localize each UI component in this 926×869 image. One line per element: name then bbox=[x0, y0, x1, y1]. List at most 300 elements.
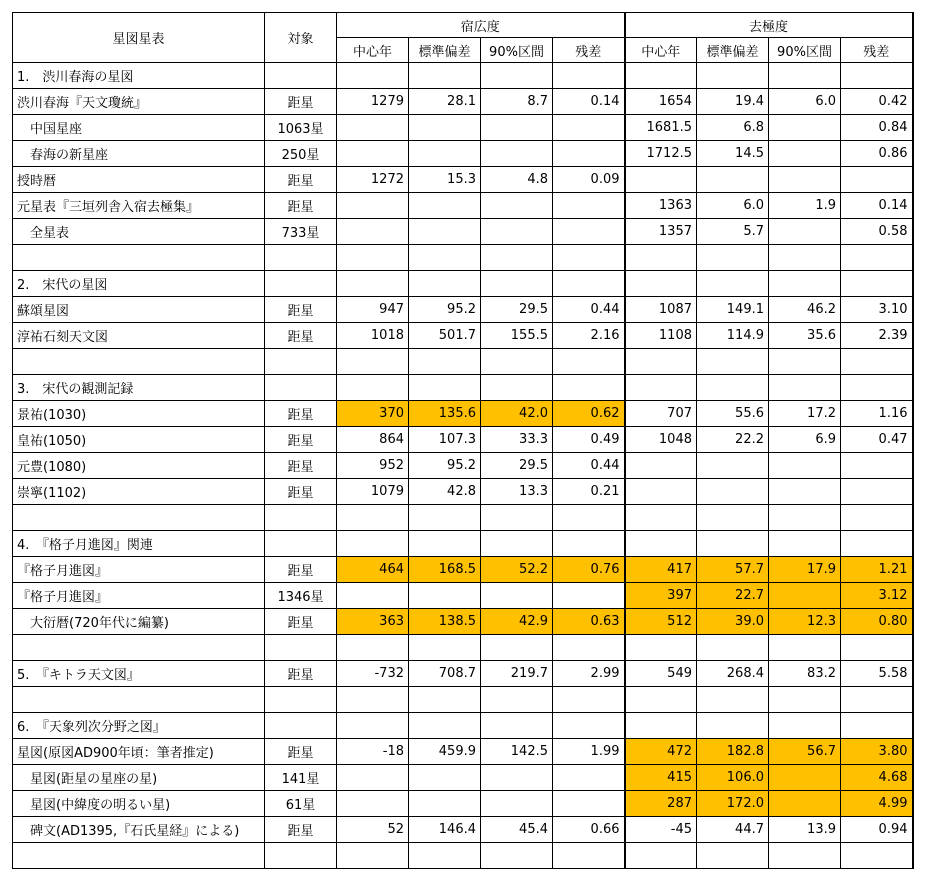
value-cell: 6.9 bbox=[769, 427, 841, 453]
table-row bbox=[13, 271, 913, 297]
row-label bbox=[13, 635, 265, 661]
row-label: 1. 渋川春海の星図 bbox=[13, 63, 265, 89]
table-row bbox=[13, 505, 913, 531]
row-target: 距星 bbox=[265, 193, 337, 219]
value-cell bbox=[625, 479, 697, 505]
row-label: 6. 『天象列次分野之図』 bbox=[13, 713, 265, 739]
value-cell: 0.47 bbox=[841, 427, 913, 453]
row-label: 授時暦 bbox=[13, 167, 265, 193]
value-cell: 155.5 bbox=[481, 323, 553, 349]
value-cell bbox=[409, 63, 481, 89]
row-target: 141星 bbox=[265, 765, 337, 791]
row-label: 星図(原図AD900年頃：筆者推定) bbox=[13, 739, 265, 765]
value-cell: 0.84 bbox=[841, 115, 913, 141]
value-cell: 17.2 bbox=[769, 401, 841, 427]
row-target bbox=[265, 843, 337, 869]
star-catalog-table bbox=[12, 12, 914, 869]
value-cell: 52.2 bbox=[481, 557, 553, 583]
value-cell: 370 bbox=[337, 401, 409, 427]
value-cell bbox=[409, 349, 481, 375]
value-cell: 42.0 bbox=[481, 401, 553, 427]
value-cell: 149.1 bbox=[697, 297, 769, 323]
value-cell bbox=[409, 375, 481, 401]
row-label bbox=[13, 687, 265, 713]
value-cell: 0.76 bbox=[553, 557, 625, 583]
value-cell bbox=[553, 375, 625, 401]
row-target: 61星 bbox=[265, 791, 337, 817]
row-label: 4. 『格子月進図』関連 bbox=[13, 531, 265, 557]
value-cell: 864 bbox=[337, 427, 409, 453]
value-cell bbox=[697, 349, 769, 375]
value-cell bbox=[409, 141, 481, 167]
value-cell bbox=[409, 505, 481, 531]
value-cell bbox=[337, 765, 409, 791]
value-cell bbox=[481, 271, 553, 297]
table-row bbox=[13, 739, 913, 765]
value-cell bbox=[409, 115, 481, 141]
value-cell: 55.6 bbox=[697, 401, 769, 427]
value-cell bbox=[481, 765, 553, 791]
value-cell: 1.99 bbox=[553, 739, 625, 765]
value-cell bbox=[841, 713, 913, 739]
row-label: 渋川春海『天文瓊統』 bbox=[13, 89, 265, 115]
value-cell bbox=[409, 791, 481, 817]
row-label bbox=[13, 843, 265, 869]
value-cell bbox=[841, 167, 913, 193]
value-cell bbox=[625, 713, 697, 739]
value-cell bbox=[337, 687, 409, 713]
value-cell bbox=[409, 687, 481, 713]
row-label: 景祐(1030) bbox=[13, 401, 265, 427]
value-cell: 464 bbox=[337, 557, 409, 583]
value-cell bbox=[769, 505, 841, 531]
value-cell bbox=[337, 141, 409, 167]
value-cell bbox=[481, 219, 553, 245]
value-cell: 2.16 bbox=[553, 323, 625, 349]
row-label bbox=[13, 505, 265, 531]
table-row bbox=[13, 167, 913, 193]
table-row bbox=[13, 661, 913, 687]
value-cell: 8.7 bbox=[481, 89, 553, 115]
value-cell bbox=[553, 531, 625, 557]
value-cell: 142.5 bbox=[481, 739, 553, 765]
value-cell bbox=[841, 479, 913, 505]
value-cell: 29.5 bbox=[481, 453, 553, 479]
row-target: 距星 bbox=[265, 453, 337, 479]
table-row bbox=[13, 479, 913, 505]
value-cell bbox=[697, 167, 769, 193]
value-cell: 13.3 bbox=[481, 479, 553, 505]
value-cell bbox=[769, 63, 841, 89]
row-label bbox=[13, 245, 265, 271]
table-body bbox=[13, 63, 913, 869]
value-cell bbox=[409, 713, 481, 739]
row-target: 距星 bbox=[265, 427, 337, 453]
value-cell: 13.9 bbox=[769, 817, 841, 843]
value-cell: -732 bbox=[337, 661, 409, 687]
row-label: 5. 『キトラ天文図』 bbox=[13, 661, 265, 687]
value-cell bbox=[841, 245, 913, 271]
value-cell bbox=[553, 635, 625, 661]
subheader-cell: 中心年 bbox=[337, 38, 409, 63]
row-label: 蘇頌星図 bbox=[13, 297, 265, 323]
value-cell: 33.3 bbox=[481, 427, 553, 453]
row-target: 距星 bbox=[265, 817, 337, 843]
value-cell bbox=[337, 219, 409, 245]
row-target bbox=[265, 713, 337, 739]
value-cell: 0.14 bbox=[553, 89, 625, 115]
value-cell: 14.5 bbox=[697, 141, 769, 167]
header-row-1 bbox=[13, 13, 913, 38]
value-cell: 5.7 bbox=[697, 219, 769, 245]
value-cell: 1654 bbox=[625, 89, 697, 115]
value-cell bbox=[409, 635, 481, 661]
subheader-cell: 残差 bbox=[553, 38, 625, 63]
value-cell: 95.2 bbox=[409, 297, 481, 323]
row-label: 碑文(AD1395,『石氏星経』による) bbox=[13, 817, 265, 843]
value-cell bbox=[337, 349, 409, 375]
header-target: 対象 bbox=[265, 13, 337, 63]
value-cell bbox=[481, 375, 553, 401]
row-target: 距星 bbox=[265, 609, 337, 635]
table-row bbox=[13, 609, 913, 635]
value-cell bbox=[337, 245, 409, 271]
row-target: 距星 bbox=[265, 479, 337, 505]
value-cell bbox=[481, 245, 553, 271]
value-cell: 947 bbox=[337, 297, 409, 323]
value-cell bbox=[697, 63, 769, 89]
value-cell: 287 bbox=[625, 791, 697, 817]
value-cell: 1272 bbox=[337, 167, 409, 193]
value-cell bbox=[769, 245, 841, 271]
value-cell bbox=[769, 687, 841, 713]
value-cell bbox=[841, 453, 913, 479]
row-target bbox=[265, 245, 337, 271]
value-cell: 0.66 bbox=[553, 817, 625, 843]
value-cell: 0.86 bbox=[841, 141, 913, 167]
value-cell bbox=[337, 115, 409, 141]
table-row bbox=[13, 635, 913, 661]
value-cell bbox=[553, 141, 625, 167]
value-cell bbox=[625, 375, 697, 401]
table-row bbox=[13, 89, 913, 115]
value-cell bbox=[841, 635, 913, 661]
value-cell: 28.1 bbox=[409, 89, 481, 115]
value-cell bbox=[553, 271, 625, 297]
value-cell bbox=[409, 219, 481, 245]
value-cell bbox=[481, 505, 553, 531]
table-row bbox=[13, 687, 913, 713]
table-row bbox=[13, 323, 913, 349]
row-label: 2. 宋代の星図 bbox=[13, 271, 265, 297]
value-cell: 106.0 bbox=[697, 765, 769, 791]
value-cell bbox=[625, 167, 697, 193]
value-cell: 19.4 bbox=[697, 89, 769, 115]
value-cell: 39.0 bbox=[697, 609, 769, 635]
subheader-cell: 90%区間 bbox=[769, 38, 841, 63]
row-target: 距星 bbox=[265, 323, 337, 349]
table-row bbox=[13, 557, 913, 583]
value-cell: 6.8 bbox=[697, 115, 769, 141]
row-label: 元豊(1080) bbox=[13, 453, 265, 479]
value-cell bbox=[409, 843, 481, 869]
value-cell bbox=[481, 635, 553, 661]
value-cell bbox=[409, 271, 481, 297]
value-cell: 0.49 bbox=[553, 427, 625, 453]
value-cell: 1048 bbox=[625, 427, 697, 453]
value-cell bbox=[337, 271, 409, 297]
value-cell bbox=[481, 193, 553, 219]
row-target: 距星 bbox=[265, 661, 337, 687]
value-cell: 45.4 bbox=[481, 817, 553, 843]
value-cell: 5.58 bbox=[841, 661, 913, 687]
header-group-lodging-degree: 宿広度 bbox=[337, 13, 625, 38]
table-row bbox=[13, 453, 913, 479]
value-cell bbox=[337, 635, 409, 661]
value-cell bbox=[481, 713, 553, 739]
value-cell: 114.9 bbox=[697, 323, 769, 349]
value-cell bbox=[769, 765, 841, 791]
value-cell bbox=[481, 687, 553, 713]
value-cell bbox=[481, 115, 553, 141]
value-cell bbox=[481, 583, 553, 609]
value-cell: 172.0 bbox=[697, 791, 769, 817]
value-cell: 1.9 bbox=[769, 193, 841, 219]
value-cell: 4.99 bbox=[841, 791, 913, 817]
value-cell: 1357 bbox=[625, 219, 697, 245]
value-cell: 46.2 bbox=[769, 297, 841, 323]
value-cell bbox=[553, 713, 625, 739]
value-cell bbox=[841, 375, 913, 401]
value-cell bbox=[625, 635, 697, 661]
row-label: 皇祐(1050) bbox=[13, 427, 265, 453]
value-cell: 3.10 bbox=[841, 297, 913, 323]
value-cell bbox=[769, 583, 841, 609]
value-cell bbox=[409, 765, 481, 791]
value-cell: 15.3 bbox=[409, 167, 481, 193]
row-target bbox=[265, 349, 337, 375]
value-cell bbox=[553, 115, 625, 141]
value-cell bbox=[409, 193, 481, 219]
value-cell: 1.16 bbox=[841, 401, 913, 427]
value-cell bbox=[553, 843, 625, 869]
value-cell: 3.12 bbox=[841, 583, 913, 609]
value-cell: 0.58 bbox=[841, 219, 913, 245]
value-cell: 415 bbox=[625, 765, 697, 791]
value-cell bbox=[625, 349, 697, 375]
value-cell: 472 bbox=[625, 739, 697, 765]
row-target bbox=[265, 531, 337, 557]
subheader-cell: 残差 bbox=[841, 38, 913, 63]
value-cell: 219.7 bbox=[481, 661, 553, 687]
value-cell bbox=[769, 349, 841, 375]
value-cell bbox=[553, 193, 625, 219]
value-cell bbox=[553, 349, 625, 375]
value-cell bbox=[481, 791, 553, 817]
row-target: 距星 bbox=[265, 739, 337, 765]
value-cell: 146.4 bbox=[409, 817, 481, 843]
value-cell: 17.9 bbox=[769, 557, 841, 583]
value-cell bbox=[697, 843, 769, 869]
value-cell bbox=[841, 271, 913, 297]
row-label: 春海の新星座 bbox=[13, 141, 265, 167]
value-cell: 1108 bbox=[625, 323, 697, 349]
subheader-cell: 標準偏差 bbox=[697, 38, 769, 63]
value-cell bbox=[481, 843, 553, 869]
value-cell bbox=[697, 375, 769, 401]
value-cell: -45 bbox=[625, 817, 697, 843]
value-cell: 0.44 bbox=[553, 297, 625, 323]
table-row bbox=[13, 115, 913, 141]
row-target: 距星 bbox=[265, 89, 337, 115]
table-row bbox=[13, 791, 913, 817]
value-cell bbox=[337, 63, 409, 89]
value-cell bbox=[769, 791, 841, 817]
subheader-cell: 中心年 bbox=[625, 38, 697, 63]
row-label: 崇寧(1102) bbox=[13, 479, 265, 505]
table-row bbox=[13, 297, 913, 323]
subheader-cell: 90%区間 bbox=[481, 38, 553, 63]
value-cell: 22.7 bbox=[697, 583, 769, 609]
row-target bbox=[265, 63, 337, 89]
table-row bbox=[13, 219, 913, 245]
value-cell: 0.63 bbox=[553, 609, 625, 635]
row-label: 全星表 bbox=[13, 219, 265, 245]
value-cell bbox=[841, 687, 913, 713]
table-row bbox=[13, 843, 913, 869]
value-cell: 417 bbox=[625, 557, 697, 583]
value-cell bbox=[337, 531, 409, 557]
value-cell: 2.39 bbox=[841, 323, 913, 349]
value-cell bbox=[697, 505, 769, 531]
value-cell bbox=[697, 687, 769, 713]
value-cell bbox=[769, 843, 841, 869]
value-cell bbox=[337, 375, 409, 401]
table-row bbox=[13, 63, 913, 89]
value-cell: 0.44 bbox=[553, 453, 625, 479]
value-cell bbox=[553, 765, 625, 791]
row-label: 『格子月進図』 bbox=[13, 583, 265, 609]
value-cell: 4.8 bbox=[481, 167, 553, 193]
row-target: 1063星 bbox=[265, 115, 337, 141]
value-cell: 1712.5 bbox=[625, 141, 697, 167]
value-cell bbox=[769, 713, 841, 739]
value-cell bbox=[553, 791, 625, 817]
value-cell: 0.09 bbox=[553, 167, 625, 193]
value-cell bbox=[697, 271, 769, 297]
value-cell bbox=[625, 63, 697, 89]
value-cell: 44.7 bbox=[697, 817, 769, 843]
value-cell bbox=[481, 349, 553, 375]
row-target: 距星 bbox=[265, 557, 337, 583]
value-cell bbox=[553, 245, 625, 271]
value-cell bbox=[769, 167, 841, 193]
value-cell bbox=[841, 843, 913, 869]
value-cell bbox=[337, 791, 409, 817]
value-cell: 1087 bbox=[625, 297, 697, 323]
value-cell bbox=[697, 453, 769, 479]
value-cell: 512 bbox=[625, 609, 697, 635]
row-label: 大衍暦(720年代に編纂) bbox=[13, 609, 265, 635]
value-cell: 95.2 bbox=[409, 453, 481, 479]
value-cell: 1681.5 bbox=[625, 115, 697, 141]
header-group-polar-distance: 去極度 bbox=[625, 13, 913, 38]
value-cell: 0.21 bbox=[553, 479, 625, 505]
value-cell bbox=[337, 583, 409, 609]
value-cell bbox=[769, 479, 841, 505]
value-cell: 4.68 bbox=[841, 765, 913, 791]
header-chart: 星図星表 bbox=[13, 13, 265, 63]
value-cell bbox=[337, 505, 409, 531]
value-cell: 0.80 bbox=[841, 609, 913, 635]
value-cell bbox=[769, 453, 841, 479]
table-row bbox=[13, 583, 913, 609]
row-label: 星図(中緯度の明るい星) bbox=[13, 791, 265, 817]
value-cell bbox=[697, 531, 769, 557]
value-cell bbox=[697, 245, 769, 271]
value-cell bbox=[841, 63, 913, 89]
value-cell bbox=[841, 349, 913, 375]
value-cell bbox=[625, 843, 697, 869]
table-row bbox=[13, 193, 913, 219]
value-cell: 459.9 bbox=[409, 739, 481, 765]
value-cell bbox=[553, 583, 625, 609]
row-label: 淳祐石刻天文図 bbox=[13, 323, 265, 349]
row-label: 『格子月進図』 bbox=[13, 557, 265, 583]
value-cell bbox=[769, 375, 841, 401]
table-row bbox=[13, 375, 913, 401]
value-cell: 707 bbox=[625, 401, 697, 427]
table-row bbox=[13, 765, 913, 791]
value-cell: 168.5 bbox=[409, 557, 481, 583]
table-row bbox=[13, 401, 913, 427]
value-cell bbox=[625, 245, 697, 271]
value-cell: 1363 bbox=[625, 193, 697, 219]
row-label: 3. 宋代の観測記録 bbox=[13, 375, 265, 401]
value-cell bbox=[697, 713, 769, 739]
row-target: 1346星 bbox=[265, 583, 337, 609]
value-cell: 952 bbox=[337, 453, 409, 479]
value-cell: 363 bbox=[337, 609, 409, 635]
row-label: 中国星座 bbox=[13, 115, 265, 141]
value-cell: 549 bbox=[625, 661, 697, 687]
value-cell bbox=[769, 219, 841, 245]
table-row bbox=[13, 427, 913, 453]
value-cell: 35.6 bbox=[769, 323, 841, 349]
value-cell: 0.62 bbox=[553, 401, 625, 427]
value-cell bbox=[481, 63, 553, 89]
value-cell bbox=[625, 505, 697, 531]
table-row bbox=[13, 713, 913, 739]
table-row bbox=[13, 817, 913, 843]
value-cell bbox=[481, 531, 553, 557]
value-cell: 52 bbox=[337, 817, 409, 843]
row-target bbox=[265, 687, 337, 713]
value-cell bbox=[769, 635, 841, 661]
value-cell: 0.42 bbox=[841, 89, 913, 115]
row-target: 距星 bbox=[265, 401, 337, 427]
value-cell: 22.2 bbox=[697, 427, 769, 453]
row-target bbox=[265, 375, 337, 401]
value-cell: 6.0 bbox=[697, 193, 769, 219]
value-cell: 708.7 bbox=[409, 661, 481, 687]
row-target: 733星 bbox=[265, 219, 337, 245]
row-target bbox=[265, 635, 337, 661]
value-cell bbox=[769, 271, 841, 297]
value-cell: 2.99 bbox=[553, 661, 625, 687]
value-cell: 135.6 bbox=[409, 401, 481, 427]
value-cell: 29.5 bbox=[481, 297, 553, 323]
